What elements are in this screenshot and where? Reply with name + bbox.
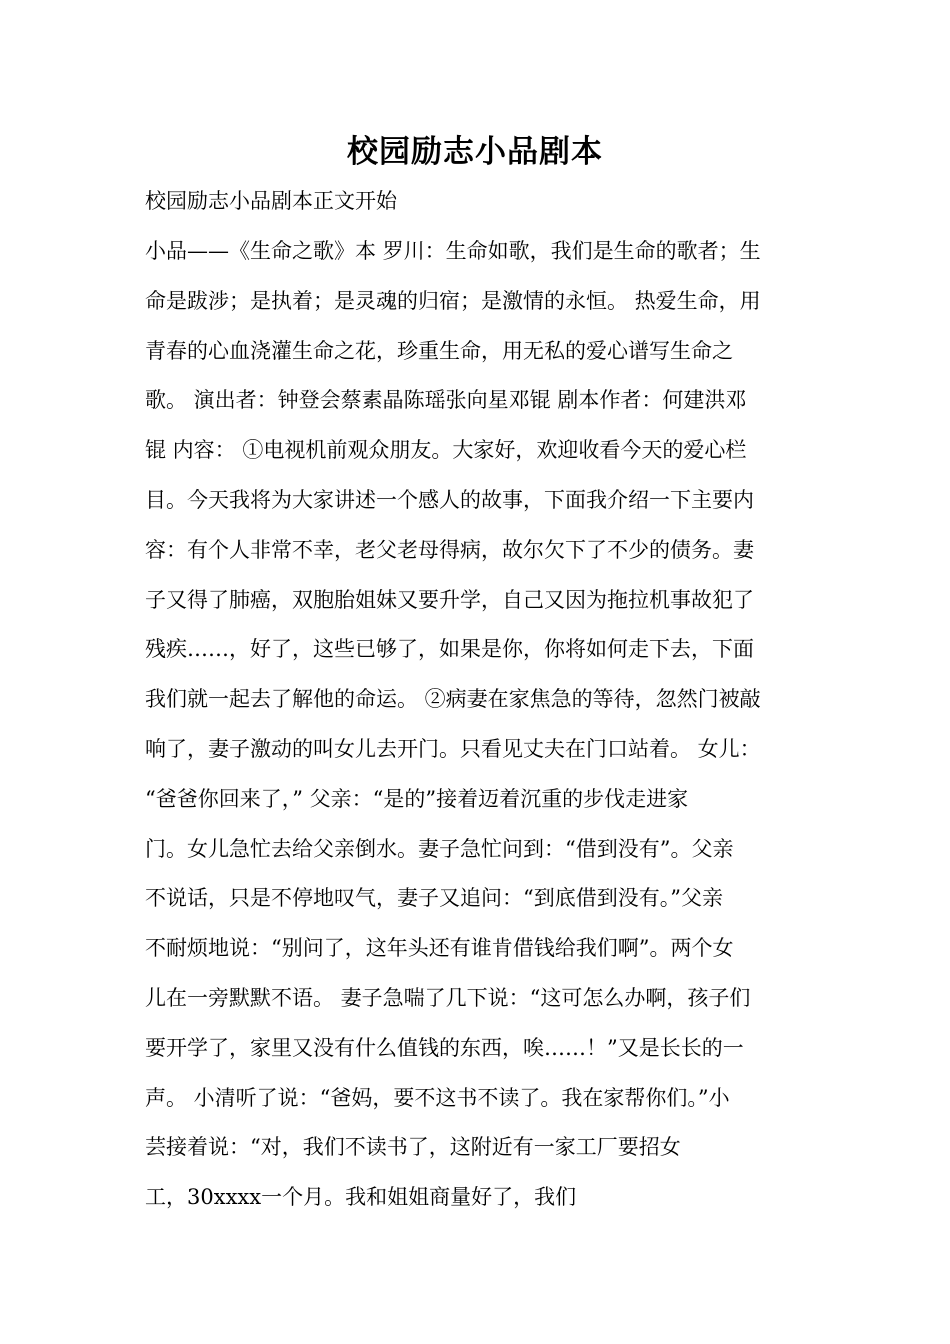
document-title: 校园励志小品剧本 xyxy=(347,134,603,170)
document-body xyxy=(145,233,810,1229)
body-line: 门。女儿急忙去给父亲倒水。妻子急忙问到：“借到没有”。父亲 xyxy=(145,836,734,861)
body-line: 要开学了，家里又没有什么值钱的东西，唉……！”又是长长的一 xyxy=(145,1035,744,1060)
body-line: 命是跋涉；是执着；是灵魂的归宿；是激情的永恒。 热爱生命，用 xyxy=(145,288,761,313)
body-line: 芸接着说：“对，我们不读书了，这附近有一家工厂要招女 xyxy=(145,1135,681,1160)
body-line: 残疾……，好了，这些已够了，如果是你，你将如何走下去，下面 xyxy=(145,637,754,662)
body-line: 工，30xxxx一个月。我和姐姐商量好了，我们 xyxy=(145,1185,577,1210)
body-line: 歌。 演出者：钟登会蔡素晶陈瑶张向星邓锟 剧本作者：何建洪邓 xyxy=(145,388,747,413)
body-line: “爸爸你回来了，” 父亲：“是的”接着迈着沉重的步伐走进家 xyxy=(145,786,689,811)
body-line: 小品——《生命之歌》本 罗川：生命如歌，我们是生命的歌者；生 xyxy=(145,239,761,263)
body-line: 容：有个人非常不幸，老父老母得病，故尔欠下了不少的债务。妻 xyxy=(145,537,754,562)
body-line: 不说话，只是不停地叹气，妻子又追问：“到底借到没有。”父亲 xyxy=(145,886,723,911)
body-line: 锟 内容： ①电视机前观众朋友。大家好，欢迎收看今天的爱心栏 xyxy=(145,438,747,463)
body-line: 目。今天我将为大家讲述一个感人的故事，下面我介绍一下主要内 xyxy=(145,487,754,512)
body-line: 不耐烦地说：“别问了，这年头还有谁肯借钱给我们啊”。两个女 xyxy=(145,936,734,961)
document-subtitle: 校园励志小品剧本正文开始 xyxy=(145,189,397,213)
body-line: 响了，妻子激动的叫女儿去开门。只看见丈夫在门口站着。 女儿： xyxy=(145,736,761,761)
body-line: 儿在一旁默默不语。 妻子急喘了几下说：“这可怎么办啊，孩子们 xyxy=(145,985,751,1010)
body-line: 青春的心血浇灌生命之花，珍重生命，用无私的爱心谱写生命之 xyxy=(145,338,733,363)
body-line: 我们就一起去了解他的命运。 ②病妻在家焦急的等待，忽然门被敲 xyxy=(145,687,761,712)
body-line: 子又得了肺癌，双胞胎姐妹又要升学，自己又因为拖拉机事故犯了 xyxy=(145,587,754,612)
body-line: 声。 小清听了说：“爸妈，要不这书不读了。我在家帮你们。”小 xyxy=(145,1085,730,1110)
